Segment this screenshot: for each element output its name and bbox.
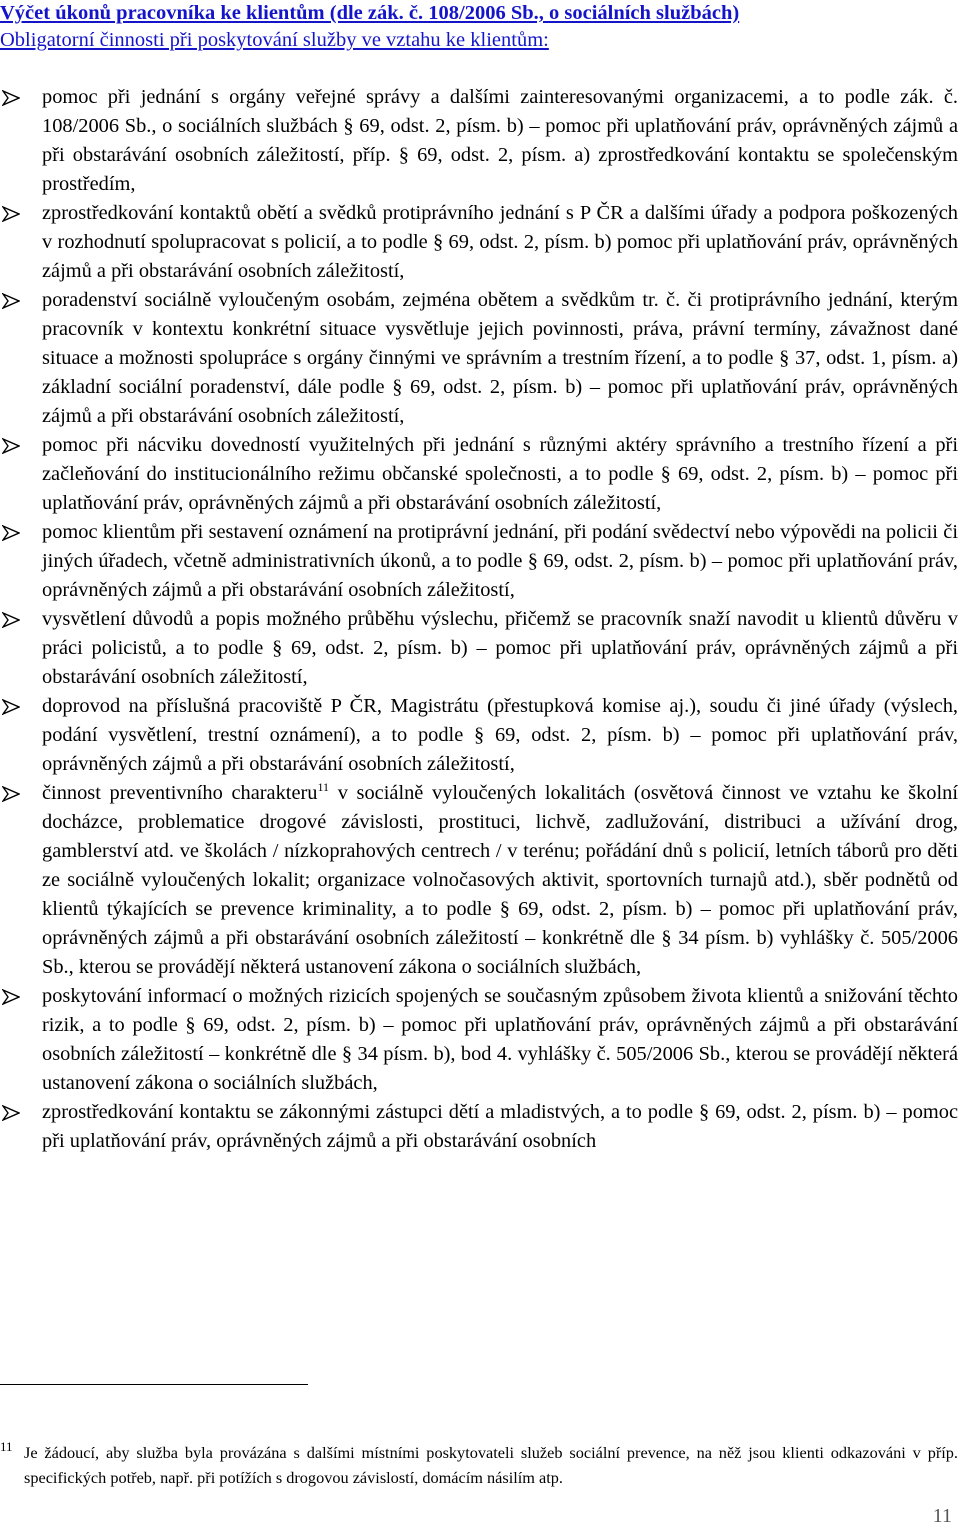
list-item-text-rest: v sociálně vyloučených lokalitách (osvětová činnost ve vztahu ke školní docházce, problematice drogové závislosti, prostituci, lichvě, zadlužování, distribuci a užívání drog, gamblerství atd. ve školách / nízkoprahových centrech / v terénu; pořádání dnů s policií, letních táborů pro děti ze sociálně vyloučených lokalit; organizace volnočasových aktivit, sportovních turnajů atd.), sběr podnětů od klientů týkajících se prevence kriminality, a to podle § 69, odst. 2, písm. b) – pomoc při uplatňování práv, oprávněných zájmů a při obstarávání osobních záležitostí – konkrétně dle § 34 písm. b) vyhlášky č. 505/2006 Sb., kterou se provádějí některá ustanovení zákona o sociálních službách, <box>42 782 958 978</box>
arrowhead-bullet-icon <box>2 293 20 309</box>
list-item-text: poradenství sociálně vyloučeným osobám, zejména obětem a svědkům tr. č. či protiprávního jednání, kterým pracovník v kontextu konkrétní situace vysvětluje jejich povinnosti, práva, právní termíny, závažnost dané situace a možnosti spolupráce s orgány činnými ve správním a trestním řízení, a to podle § 37, odst. 1, písm. a) základní sociální poradenství, dále podle § 69, odst. 2, písm. b) – pomoc při uplatňování práv, oprávněných zájmů a při obstarávání osobních záležitostí, <box>42 289 958 427</box>
list-item <box>0 779 958 982</box>
footnote-separator <box>0 1384 308 1385</box>
list-item <box>0 982 958 1098</box>
footnote-text: Je žádoucí, aby služba byla provázána s dalšími místními poskytovateli služeb sociální prevence, na něž jsou klienti odkazováni v příp. specifických potřeb, např. při potížích s drogovou závislostí, domácím násilím atp. <box>24 1443 958 1487</box>
list-item <box>0 286 958 431</box>
list-item-text: pomoc při jednání s orgány veřejné správy a dalšími zainteresovanými organizacemi, a to podle zák. č. 108/2006 Sb., o sociálních službách § 69, odst. 2, písm. b) – pomoc při uplatňování práv, oprávněných zájmů a při obstarávání osobních záležitostí, příp. § 69, odst. 2, písm. a) zprostředkování kontaktu se společenským prostředím, <box>42 86 958 195</box>
page-number: 11 <box>932 1505 952 1527</box>
footnote-number: 11 <box>0 1439 13 1454</box>
arrowhead-bullet-icon <box>2 612 20 628</box>
arrowhead-bullet-icon <box>2 438 20 454</box>
list-item-text: zprostředkování kontaktů obětí a svědků protiprávního jednání s P ČR a dalšími úřady a podpora poškozených v rozhodnutí spolupracovat s policií, a to podle § 69, odst. 2, písm. b) pomoc při uplatňování práv, oprávněných zájmů a při obstarávání osobních záležitostí, <box>42 202 958 282</box>
list-item-text: pomoc při nácviku dovedností využitelných při jednání s různými aktéry správního a trestního řízení a při začleňování do institucionálního režimu občanské společnosti, a to podle § 69, odst. 2, písm. b) – pomoc při uplatňování práv, oprávněných zájmů a při obstarávání osobních záležitostí, <box>42 434 958 514</box>
document-subtitle: Obligatorní činnosti při poskytování služby ve vztahu ke klientům: <box>0 29 549 51</box>
arrowhead-bullet-icon <box>2 525 20 541</box>
footnote <box>0 1440 958 1490</box>
list-item <box>0 199 958 286</box>
arrowhead-bullet-icon <box>2 1105 20 1121</box>
arrowhead-bullet-icon <box>2 989 20 1005</box>
list-item-text: doprovod na příslušná pracoviště P ČR, Magistrátu (přestupková komise aj.), soudu či jiné úřady (výslech, podání vysvětlení, trestní oznámení), a to podle § 69, odst. 2, písm. b) – pomoc při uplatňování práv, oprávněných zájmů a při obstarávání osobních záležitostí, <box>42 695 958 775</box>
arrowhead-bullet-icon <box>2 90 20 106</box>
arrowhead-bullet-icon <box>2 699 20 715</box>
list-item-text-start: činnost preventivního charakteru <box>42 782 318 804</box>
list-item <box>0 1098 958 1156</box>
list-item <box>0 83 958 199</box>
footnote-reference[interactable]: 11 <box>317 780 330 795</box>
arrowhead-bullet-icon <box>2 786 20 802</box>
list-item <box>0 431 958 518</box>
list-item <box>0 518 958 605</box>
arrowhead-bullet-icon <box>2 206 20 222</box>
list-item-text: zprostředkování kontaktu se zákonnými zástupci dětí a mladistvých, a to podle § 69, odst. 2, písm. b) – pomoc při uplatňování práv, oprávněných zájmů a při obstarávání osobních <box>42 1101 958 1152</box>
list-item-text: poskytování informací o možných rizicích spojených se současným způsobem života klientů a snižování těchto rizik, a to podle § 69, odst. 2, písm. b) – pomoc při uplatňování práv, oprávněných zájmů a při obstarávání osobních záležitostí – konkrétně dle § 34 písm. b), bod 4. vyhlášky č. 505/2006 Sb., kterou se provádějí některá ustanovení zákona o sociálních službách, <box>42 985 958 1094</box>
activity-list <box>0 83 958 1156</box>
list-item <box>0 605 958 692</box>
list-item-text: pomoc klientům při sestavení oznámení na protiprávní jednání, při podání svědectví nebo výpovědi na policii či jiných úřadech, včetně administrativních úkonů, a to podle § 69, odst. 2, písm. b) – pomoc při uplatňování práv, oprávněných zájmů a při obstarávání osobních záležitostí, <box>42 521 958 601</box>
list-item-text: vysvětlení důvodů a popis možného průběhu výslechu, přičemž se pracovník snaží navodit u klientů důvěru v práci policistů, a to podle § 69, odst. 2, písm. b) – pomoc při uplatňování práv, oprávněných zájmů a při obstarávání osobních záležitostí, <box>42 608 958 688</box>
list-item <box>0 692 958 779</box>
document-title: Výčet úkonů pracovníka ke klientům (dle zák. č. 108/2006 Sb., o sociálních službách) <box>0 2 740 24</box>
